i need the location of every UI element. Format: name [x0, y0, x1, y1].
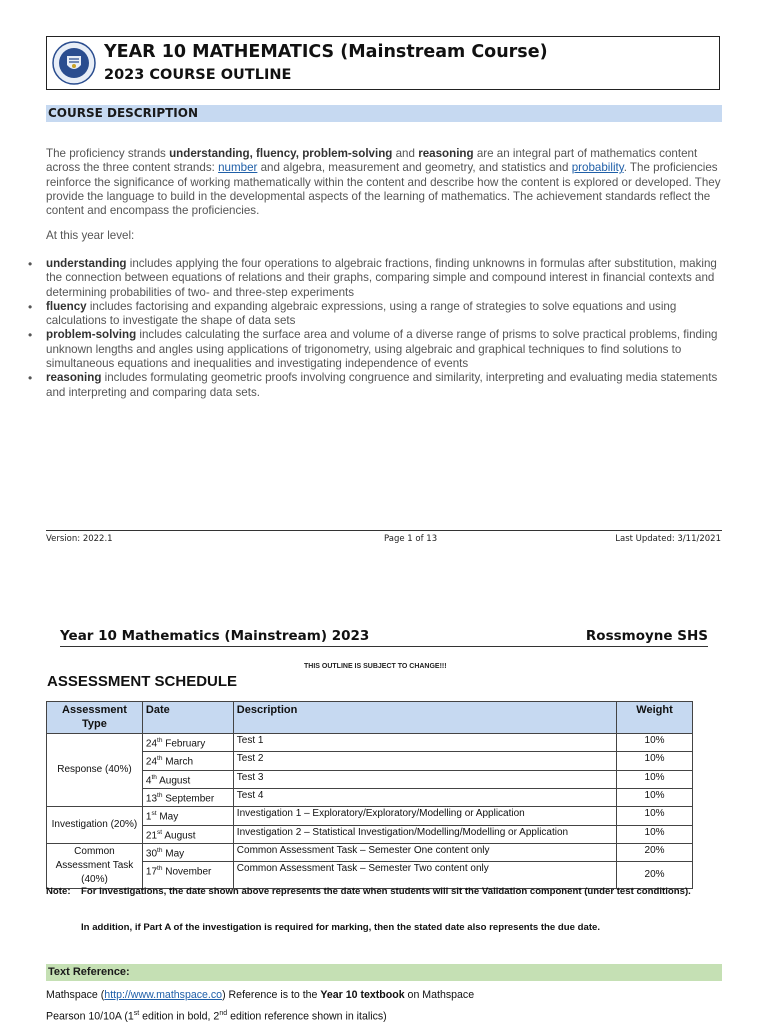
- group-common-assessment: Common Assessment Task (40%): [47, 843, 143, 888]
- text-reference-heading: Text Reference:: [46, 964, 722, 981]
- header-description: Description: [233, 702, 616, 734]
- table-row: 24th March Test 2 10%: [47, 752, 693, 770]
- year-level-text: At this year level:: [46, 229, 135, 242]
- table-row: 4th August Test 3 10%: [47, 770, 693, 788]
- note-part-a: In addition, if Part A of the investigation is required for marking, then the stated date also represents the due date.: [81, 922, 601, 933]
- header-weight: Weight: [617, 702, 693, 734]
- header-date: Date: [142, 702, 233, 734]
- assessment-schedule-heading: ASSESSMENT SCHEDULE: [47, 673, 238, 690]
- subject-to-change-notice: THIS OUTLINE IS SUBJECT TO CHANGE!!!: [304, 663, 447, 670]
- note-investigations: For Investigations, the date shown above represents the date when students will sit the Validation component (under test conditions).: [81, 886, 691, 897]
- table-header-row: [47, 702, 693, 734]
- page-title: Year 10 Mathematics (Mainstream) 2023: [60, 628, 370, 644]
- page-title-divider: [60, 646, 708, 647]
- footer-divider: [46, 530, 722, 531]
- table-row: 17th November Common Assessment Task – Semester Two content only 20%: [47, 862, 693, 889]
- table-row: 21st August Investigation 2 – Statistical Investigation/Modelling/Modelling or Application 10%: [47, 825, 693, 843]
- assessment-schedule-table: [46, 701, 693, 889]
- header-type: Assessment Type: [47, 702, 143, 734]
- course-description-heading: COURSE DESCRIPTION: [46, 105, 722, 122]
- note-label: Note:: [46, 886, 71, 897]
- pearson-reference: Pearson 10/10A (1st edition in bold, 2nd edition reference shown in italics): [46, 1010, 387, 1023]
- footer-version: Version: 2022.1: [46, 534, 113, 544]
- document-header: [46, 36, 720, 90]
- mathspace-reference: Mathspace (http://www.mathspace.co) Reference is to the Year 10 textbook on Mathspace: [46, 989, 475, 1001]
- probability-link[interactable]: probability: [571, 161, 624, 175]
- table-row: Common Assessment Task (40%) 30th May Common Assessment Task – Semester One content only 20%: [47, 843, 693, 861]
- school-crest-icon: [52, 41, 96, 85]
- course-title: YEAR 10 MATHEMATICS (Mainstream Course): [104, 42, 548, 62]
- proficiency-strand-list: [28, 257, 728, 400]
- number-link[interactable]: number: [218, 161, 258, 175]
- school-name: Rossmoyne SHS: [585, 628, 708, 644]
- list-item: • reasoning includes formulating geometric proofs involving congruence and similarity, interpreting and evaluating media statements and interpreting and comparing data sets.: [28, 371, 728, 400]
- course-description-intro: The proficiency strands understanding, fluency, problem-solving and reasoning are an integral part of mathematics content across the three content strands: number and algebra, measurement and geometry, and statistics and probability. The proficiencies reinforce the significance of working mathematically within the content and describe how the content is explored or developed. They provide the language to build in the developmental aspects of the learning of mathematics. The achievement standards reflect the content and encompass the proficiencies.: [46, 147, 721, 218]
- group-investigation: Investigation (20%): [47, 807, 143, 844]
- list-item: • fluency includes factorising and expanding algebraic expressions, using a range of strategies to solve equations and using calculations to investigate the shape of data sets: [28, 300, 728, 329]
- mathspace-link[interactable]: http://www.mathspace.co: [104, 989, 223, 1001]
- footer-page-number: Page 1 of 13: [384, 534, 438, 544]
- table-row: 13th September Test 4 10%: [47, 788, 693, 806]
- list-item: • problem-solving includes calculating the surface area and volume of a diverse range of prisms to solve practical problems, finding unknown lengths and angles using applications of trigonometry, using algebraic and graphical techniques to find solutions to simultaneous equations and inequalities and investigating independence of events: [28, 328, 728, 371]
- group-response: Response (40%): [47, 734, 143, 807]
- course-subtitle: 2023 COURSE OUTLINE: [104, 67, 292, 83]
- footer-last-updated: Last Updated: 3/11/2021: [615, 534, 721, 544]
- table-row: Investigation (20%) 1st May Investigation 1 – Exploratory/Exploratory/Modelling or Application 10%: [47, 807, 693, 825]
- list-item: • understanding includes applying the four operations to algebraic fractions, finding unknowns in formulas after substitution, making the connection between equations of relations and their graphs, comparing simple and compound interest in financial contexts and determining probabilities of two- and three-step experiments: [28, 257, 728, 300]
- table-row: Response (40%) 24th February Test 1 10%: [47, 734, 693, 752]
